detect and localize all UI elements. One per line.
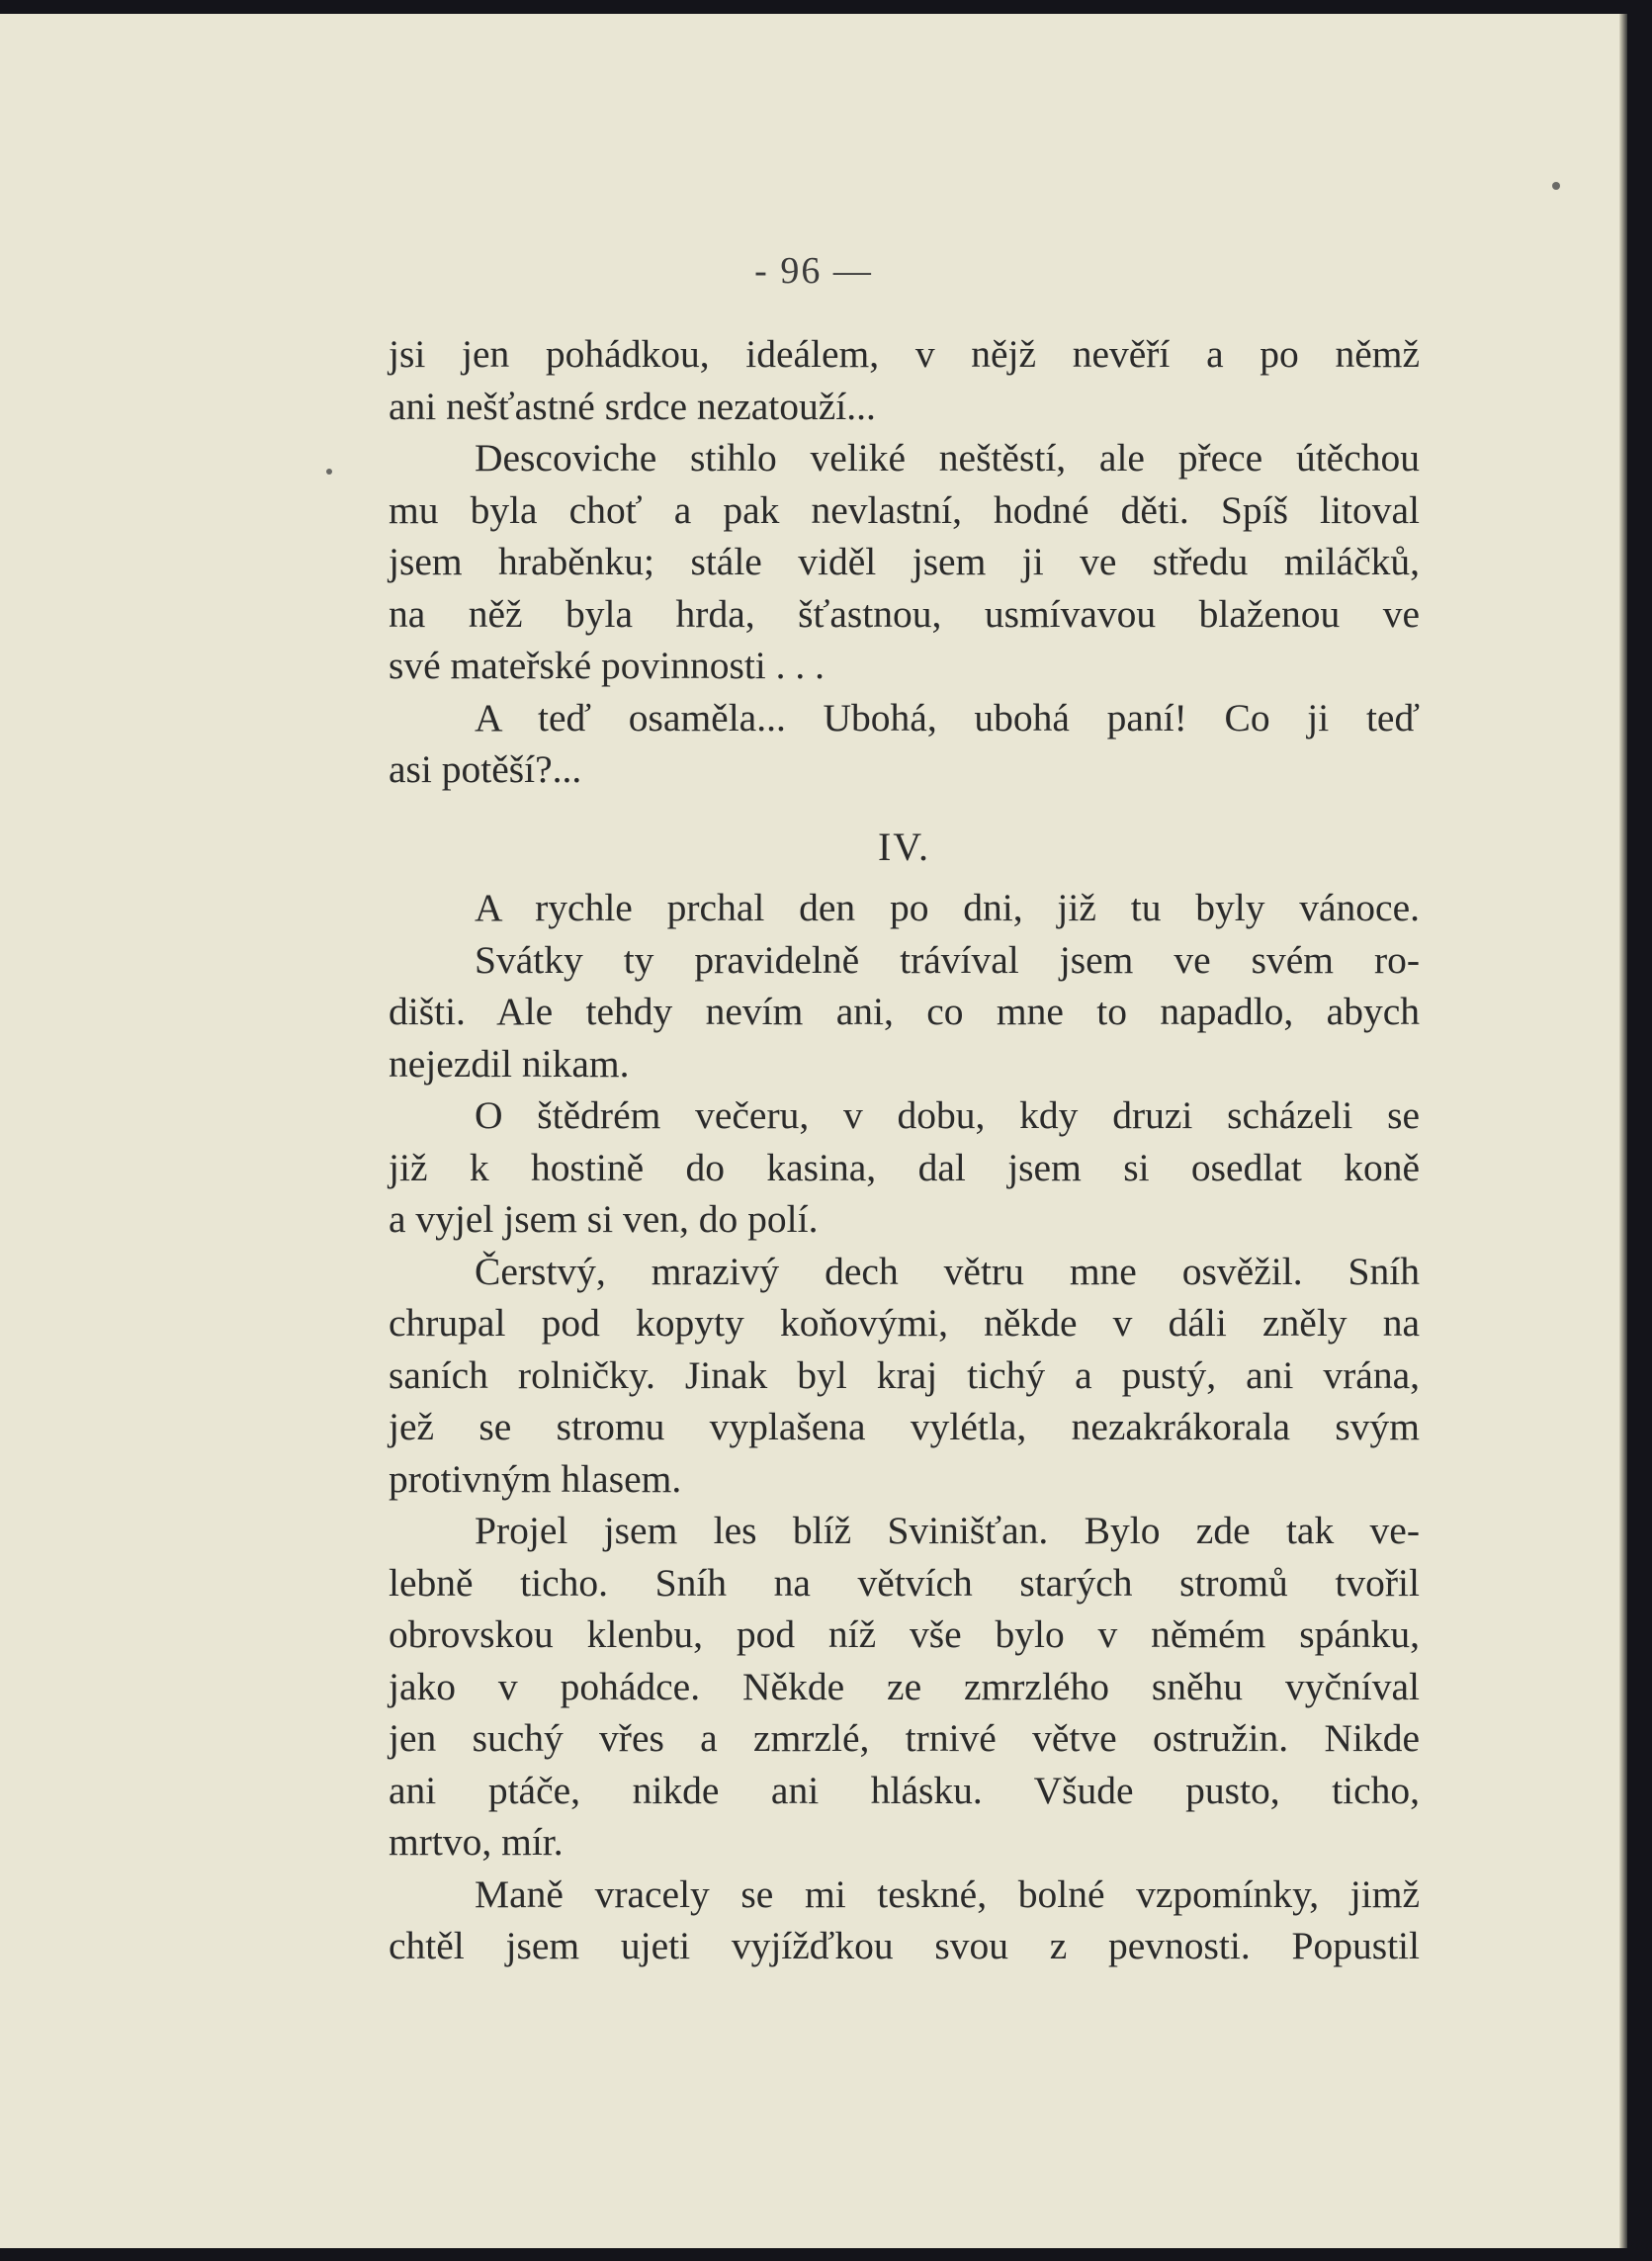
text-line: jsem hraběnku; stále viděl jsem ji ve středu miláčků, [389, 540, 1420, 583]
book-page [0, 14, 1627, 2248]
text-line: na něž byla hrda, šťastnou, usmívavou blaženou ve [389, 591, 1420, 636]
text-line: jež se stromu vyplašena vylétla, nezakrákorala svým [389, 1405, 1420, 1448]
text-line: A rychle prchal den po dni, již tu byly vánoce. [475, 886, 1420, 929]
text-line: chrupal pod kopyty koňovými, někde v dáli zněly na [389, 1301, 1420, 1345]
text-line: mu byla choť a pak nevlastní, hodné děti. Spíš litoval [389, 487, 1420, 532]
text-line: ani nešťastné srdce nezatouží... [389, 384, 876, 428]
text-line: lebně ticho. Sníh na větvích starých stromů tvořil [389, 1560, 1420, 1605]
text-line: jen suchý vřes a zmrzlé, trnivé větve ostružin. Nikde [389, 1716, 1420, 1760]
text-line: ani ptáče, nikde ani hlásku. Všude pusto, ticho, [389, 1768, 1420, 1812]
text-line: Čerstvý, mrazivý dech větru mne osvěžil. Sníh [475, 1249, 1420, 1293]
text-line: nejezdil nikam. [389, 1041, 630, 1086]
text-line: Maně vracely se mi teskné, bolné vzpomínky, jimž [475, 1871, 1420, 1916]
text-line: Svátky ty pravidelně trávíval jsem ve svém ro- [475, 937, 1420, 982]
page-speck [326, 469, 332, 475]
page-text [389, 328, 1420, 1972]
text-line: asi potěší?... [389, 747, 582, 791]
text-line: chtěl jsem ujeti vyjížďkou svou z pevnosti. Popustil [389, 1924, 1420, 1967]
text-line: a vyjel jsem si ven, do polí. [389, 1197, 819, 1241]
text-line: jsi jen pohádkou, ideálem, v nějž nevěří a po němž [389, 332, 1420, 376]
text-line: Descoviche stihlo veliké neštěstí, ale přece útěchou [475, 436, 1420, 479]
text-line: protivným hlasem. [389, 1456, 682, 1501]
text-line: O štědrém večeru, v dobu, kdy druzi scházeli se [475, 1093, 1420, 1137]
text-line: jako v pohádce. Někde ze zmrzlého sněhu vyčníval [389, 1664, 1420, 1708]
text-line: mrtvo, mír. [389, 1820, 564, 1864]
text-line: Projel jsem les blíž Svinišťan. Bylo zde tak ve- [475, 1509, 1420, 1552]
text-line: již k hostině do kasina, dal jsem si osedlat koně [389, 1145, 1420, 1189]
chapter-heading: IV. [877, 824, 931, 869]
text-line: dišti. Ale tehdy nevím ani, co mne to napadlo, abych [389, 990, 1420, 1033]
text-line: saních rolničky. Jinak byl kraj tichý a pustý, ani vrána, [389, 1352, 1420, 1397]
text-line: A teď osaměla... Ubohá, ubohá paní! Co ji teď [475, 695, 1420, 739]
page-speck [1552, 182, 1560, 190]
page-number: - 96 — [754, 250, 873, 292]
text-line: své mateřské povinnosti . . . [389, 644, 826, 687]
text-line: obrovskou klenbu, pod níž vše bylo v němém spánku, [389, 1612, 1420, 1656]
